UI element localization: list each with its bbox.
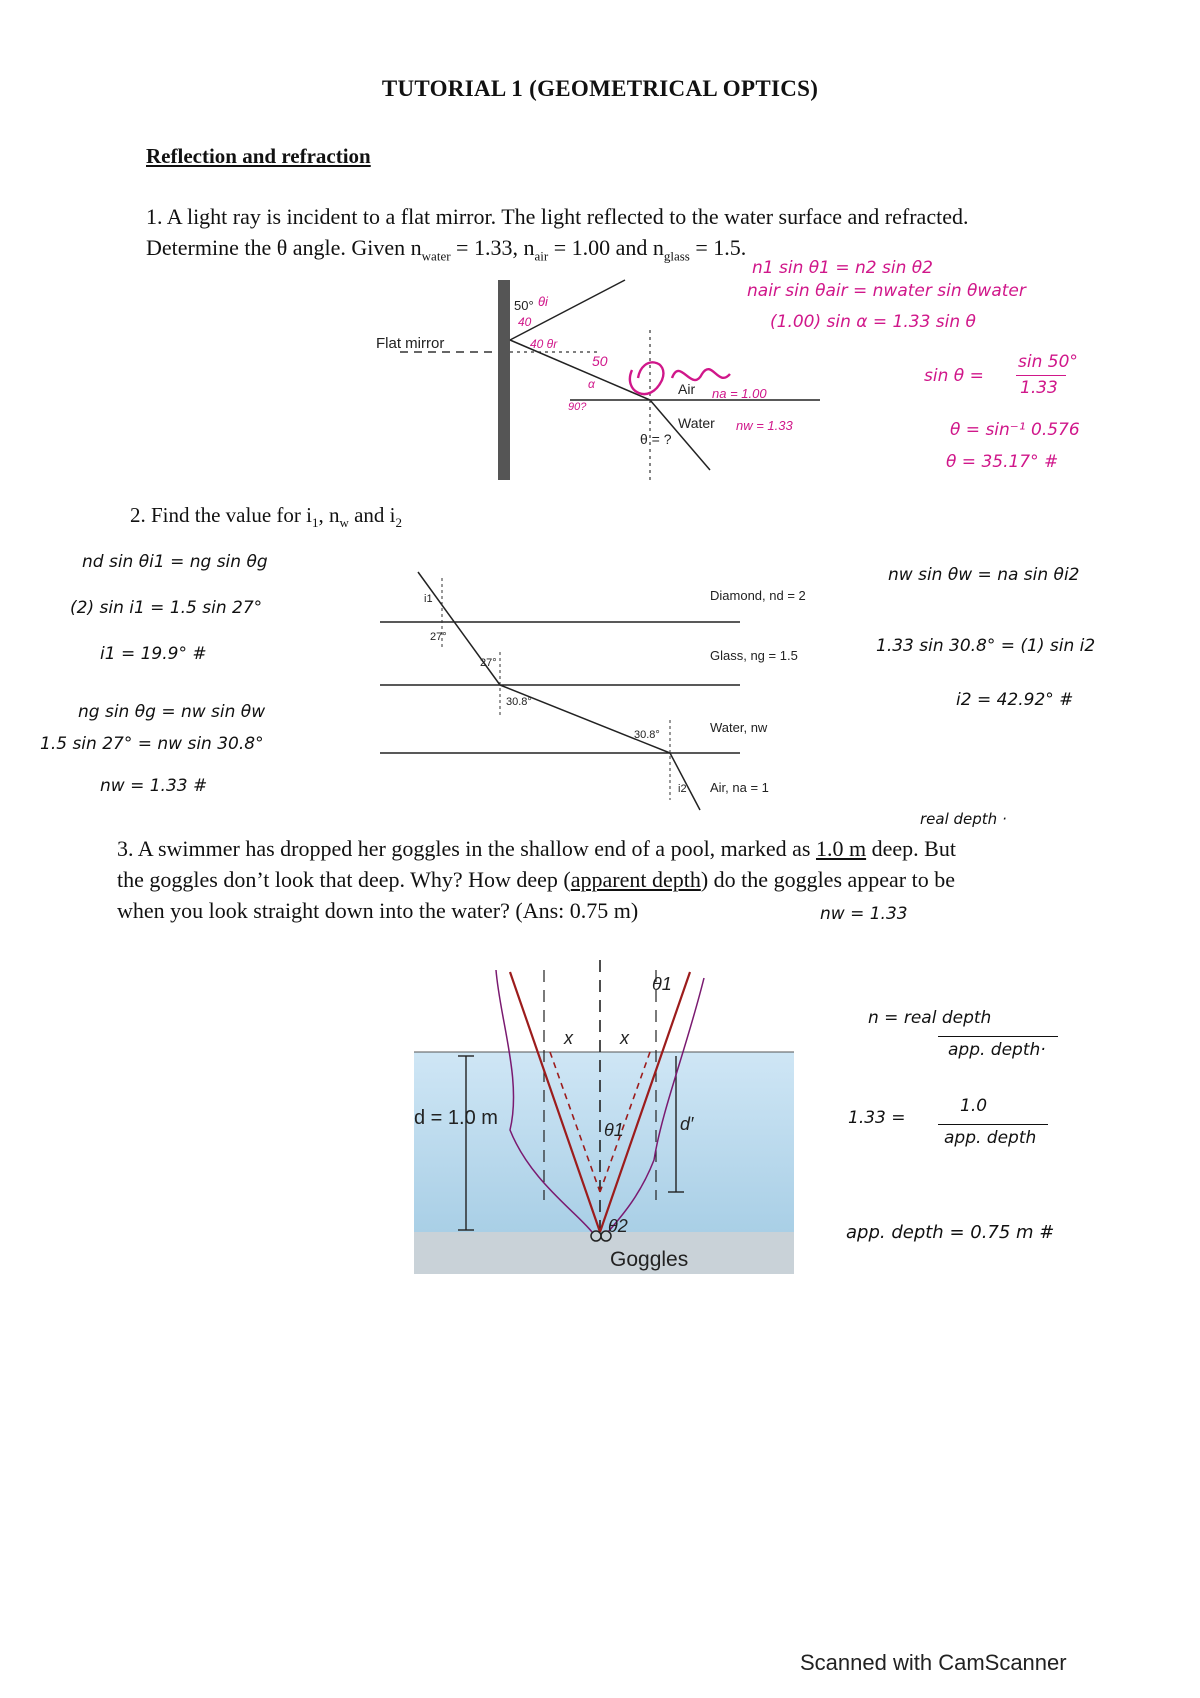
mirror-figure [376,270,820,500]
question-3-line-2 [117,864,1117,895]
q3-hw-real-depth: real depth · [920,810,1007,828]
hw-fig-na: na = 1.00 [712,386,767,401]
q3-line-2-underlined: apparent depth [570,867,701,892]
hw-fig-theta-i: θi [538,294,548,309]
q1-hw-answer: θ = 35.17° # [946,452,1059,472]
q3-line-2a: the goggles don’t look that deep. Why? How deep ( [117,867,571,892]
q2-text-2: , n [318,503,340,527]
question-1-line-1: 1. A light ray is incident to a flat mirror. The light reflected to the water surface and refracted. [146,204,969,229]
hw-fig-40-r: 40 θr [530,337,558,351]
q2-text-3: and i [348,503,396,527]
pool-figure [414,960,814,1300]
i1-label: i1 [424,593,433,605]
goggles-label: Goggles [610,1248,689,1271]
q3-line-2b: ) do the goggles appear to be [700,867,955,892]
q1-hw-line-1: n1 sin θ1 = n2 sin θ2 [752,258,933,278]
hw-scribble-1 [630,362,664,394]
q2-hw-line-3: i1 = 19.9° # [100,644,207,664]
q3-line-1-underlined: 1.0 m [815,836,867,861]
angle-30-8-a: 30.8° [506,696,532,708]
layers-figure [380,560,840,810]
hw-fig-50: 50 [592,353,608,369]
hw-scribble-2 [672,369,730,380]
q1-hw-sin-theta: sin θ = [924,366,984,386]
angle-27-b: 27° [480,657,497,669]
angle-50-label: 50° [514,298,534,313]
air-label: Air, na = 1 [710,780,769,795]
flat-mirror [498,280,510,480]
theta1-label: θ1 [652,974,672,994]
question-3-line-1 [117,833,1117,864]
question-2 [130,500,610,538]
q1-hw-fraction-bar [1016,375,1066,376]
i2-label: i2 [678,783,687,795]
hw-fig-alpha: α [588,377,595,391]
water-label: Water, nw [710,720,768,735]
hw-fig-40: 40 [518,315,532,329]
question-1 [146,201,1106,271]
pool-floor [414,1232,794,1274]
q1-sub-water: water [421,248,451,264]
q1-hw-line-3: (1.00) sin α = 1.33 sin θ [770,312,976,332]
apparent-depth-label: d′ [680,1114,694,1134]
q1-sub-air: air [534,248,549,264]
q2-hw-right-3: i2 = 42.92° # [956,690,1074,710]
theta1-inner-label: θ1 [604,1120,624,1140]
water-label: Water [678,415,715,431]
theta2-label: θ2 [608,1216,628,1236]
diamond-label: Diamond, nd = 2 [710,588,806,603]
q2-hw-line-5: 1.5 sin 27° = nw sin 30.8° [40,734,264,754]
q1-sub-glass: glass [663,248,690,264]
q3-hw-answer: app. depth = 0.75 m # [846,1222,1055,1243]
q2-hw-line-6: nw = 1.33 # [100,776,208,796]
q1-eq-air: = 1.00 and n [548,235,664,260]
q1-hw-1-33: 1.33 [1020,378,1058,398]
question-1-line-2 [146,232,1106,271]
q3-line-1b: deep. But [866,836,956,861]
q3-hw-bar-1 [938,1036,1058,1037]
hw-fig-90: 90? [568,401,587,413]
q2-hw-line-1: nd sin θi1 = ng sin θg [82,552,268,572]
question-3 [117,833,1117,926]
q2-text: 2. Find the value for i [130,503,312,527]
q1-hw-line-5: θ = sin⁻¹ 0.576 [950,420,1080,440]
angle-30-8-b: 30.8° [634,729,660,741]
q2-hw-line-2: (2) sin i1 = 1.5 sin 27° [70,598,263,618]
pool-water [414,1052,794,1232]
q1-hw-sin-50: sin 50° [1018,352,1078,372]
q2-hw-line-4: ng sin θg = nw sin θw [78,702,266,722]
glass-label: Glass, ng = 1.5 [710,648,798,663]
angle-27-a: 27° [430,631,447,643]
air-label: Air [678,381,696,397]
q2-hw-right-2: 1.33 sin 30.8° = (1) sin i2 [876,636,1096,656]
question-3-line-3: when you look straight down into the water? (Ans: 0.75 m) [117,898,639,923]
q2-sub-2: 2 [395,515,403,531]
q3-line-1a: 3. A swimmer has dropped her goggles in the shallow end of a pool, marked as [117,836,816,861]
q3-hw-1-0: 1.0 [960,1096,988,1116]
depth-label: d = 1.0 m [414,1107,498,1129]
q2-sub-1: 1 [311,515,319,531]
q2-hw-right-1: nw sin θw = na sin θi2 [888,565,1080,585]
q3-hw-n-eq: n = real depth [868,1008,992,1028]
q3-hw-app-denom: app. depth [944,1128,1037,1148]
page-title: TUTORIAL 1 (GEOMETRICAL OPTICS) [381,76,819,101]
q1-eq-water: = 1.33, n [450,235,535,260]
ray-air [670,753,700,810]
q1-given-prefix: Determine the θ angle. Given n [146,235,422,260]
q3-hw-1-33: 1.33 = [848,1108,906,1128]
section-heading: Reflection and refraction [146,144,371,168]
mirror-label: Flat mirror [376,335,445,352]
hw-fig-nw: nw = 1.33 [736,418,793,433]
theta-unknown-label: θ = ? [640,431,672,447]
q1-eq-glass: = 1.5. [689,235,747,260]
q2-sub-w: w [339,515,349,531]
x-left-label: x [564,1028,573,1048]
q3-hw-app-depth: app. depth· [948,1040,1046,1060]
x-right-label: x [620,1028,629,1048]
q3-hw-nw: nw = 1.33 [820,904,908,924]
scanner-watermark: Scanned with CamScanner [800,1650,1067,1675]
q1-hw-line-2: nair sin θair = nwater sin θwater [747,281,1026,301]
q3-hw-bar-2 [938,1124,1048,1125]
